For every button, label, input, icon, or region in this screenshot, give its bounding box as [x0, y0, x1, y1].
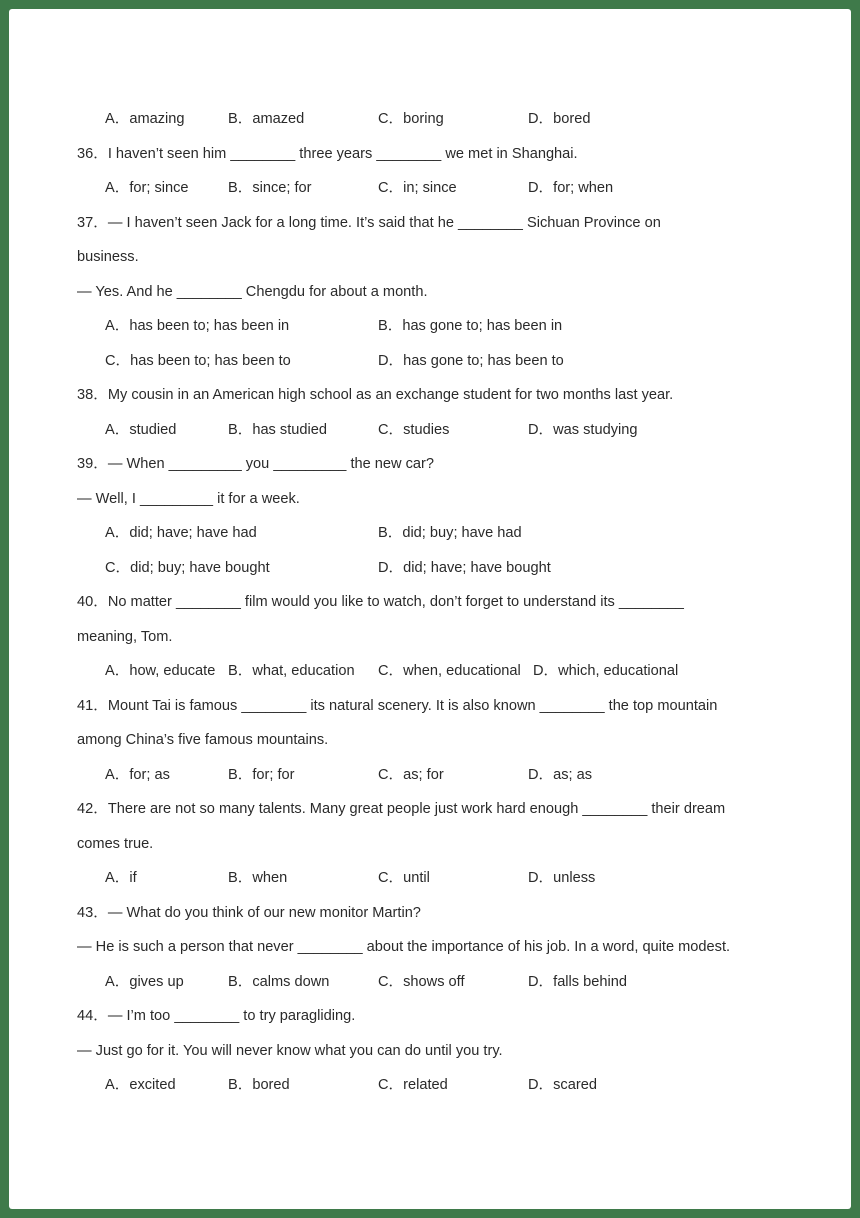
q42-option-a[interactable]: A．if — [105, 870, 137, 886]
q35-option-d[interactable]: D．bored — [528, 111, 591, 127]
q39-stem-line2: — Well, I _________ it for a week. — [77, 491, 300, 507]
q42-options — [105, 867, 825, 889]
q39-option-c[interactable]: C．did; buy; have bought — [105, 560, 270, 576]
q40-option-c[interactable]: C．when, educational — [378, 663, 521, 679]
q41-option-d[interactable]: D．as; as — [528, 767, 593, 783]
q44-option-b[interactable]: B．bored — [228, 1077, 290, 1093]
q35-option-c[interactable]: C．boring — [378, 111, 444, 127]
q36-stem: 36．I haven’t seen him ________ three years ________ we met in Shanghai. — [77, 146, 578, 162]
q37-option-b[interactable]: B．has gone to; has been in — [378, 318, 563, 334]
q42-option-c[interactable]: C．until — [378, 870, 430, 886]
q44-stem-line1: 44．— I’m too ________ to try paragliding. — [77, 1008, 356, 1024]
q36-option-a[interactable]: A．for; since — [105, 180, 189, 196]
q42-option-b[interactable]: B．when — [228, 870, 288, 886]
q38-stem: 38．My cousin in an American high school as an exchange student for two months last year. — [77, 387, 674, 403]
q37-options-row1 — [105, 315, 825, 337]
q43-option-a[interactable]: A．gives up — [105, 974, 184, 990]
q38-option-a[interactable]: A．studied — [105, 422, 177, 438]
q36-option-d[interactable]: D．for; when — [528, 180, 614, 196]
q38-options — [105, 419, 825, 441]
q43-options — [105, 971, 825, 993]
q39-option-b[interactable]: B．did; buy; have had — [378, 525, 522, 541]
q41-stem-line2: among China’s five famous mountains. — [77, 732, 329, 748]
q38-option-c[interactable]: C．studies — [378, 422, 450, 438]
q40-options — [105, 660, 825, 682]
q40-option-a[interactable]: A．how, educate — [105, 663, 216, 679]
q37-option-d[interactable]: D．has gone to; has been to — [378, 353, 564, 369]
q42-option-d[interactable]: D．unless — [528, 870, 596, 886]
q41-option-b[interactable]: B．for; for — [228, 767, 295, 783]
q42-stem-line2: comes true. — [77, 836, 154, 852]
q43-stem-line2: — He is such a person that never ________ about the importance of his job. In a word, quite modest. — [77, 939, 731, 955]
q36-option-b[interactable]: B．since; for — [228, 180, 312, 196]
q37-option-c[interactable]: C．has been to; has been to — [105, 353, 291, 369]
q39-option-d[interactable]: D．did; have; have bought — [378, 560, 551, 576]
q43-option-b[interactable]: B．calms down — [228, 974, 330, 990]
q39-options-row1 — [105, 522, 825, 544]
q43-stem-line1: 43．— What do you think of our new monitor Martin? — [77, 905, 421, 921]
q42-stem-line1: 42．There are not so many talents. Many great people just work hard enough ________ their dream — [77, 801, 726, 817]
q38-option-d[interactable]: D．was studying — [528, 422, 638, 438]
q44-stem-line2: — Just go for it. You will never know what you can do until you try. — [77, 1043, 503, 1059]
q44-options — [105, 1074, 825, 1096]
q36-option-c[interactable]: C．in; since — [378, 180, 457, 196]
q38-option-b[interactable]: B．has studied — [228, 422, 327, 438]
q44-option-a[interactable]: A．excited — [105, 1077, 176, 1093]
exam-page — [9, 9, 851, 1209]
q41-option-a[interactable]: A．for; as — [105, 767, 170, 783]
q40-stem-line2: meaning, Tom. — [77, 629, 173, 645]
q37-stem-line3: — Yes. And he ________ Chengdu for about a month. — [77, 284, 428, 300]
q44-option-c[interactable]: C．related — [378, 1077, 448, 1093]
q44-option-d[interactable]: D．scared — [528, 1077, 597, 1093]
q43-option-d[interactable]: D．falls behind — [528, 974, 627, 990]
q41-option-c[interactable]: C．as; for — [378, 767, 444, 783]
q35-option-b[interactable]: B．amazed — [228, 111, 305, 127]
q36-options — [105, 177, 825, 199]
q39-option-a[interactable]: A．did; have; have had — [105, 525, 257, 541]
q40-option-b[interactable]: B．what, education — [228, 663, 355, 679]
q35-options — [105, 108, 825, 130]
q37-stem-line1: 37．— I haven’t seen Jack for a long time. It’s said that he ________ Sichuan Province on — [77, 215, 661, 231]
q40-option-d[interactable]: D．which, educational — [533, 663, 679, 679]
q39-stem-line1: 39．— When _________ you _________ the new car? — [77, 456, 434, 472]
q41-stem-line1: 41．Mount Tai is famous ________ its natural scenery. It is also known ________ the top mountain — [77, 698, 718, 714]
q40-stem-line1: 40．No matter ________ film would you like to watch, don’t forget to understand its ________ — [77, 594, 684, 610]
q35-option-a[interactable]: A．amazing — [105, 111, 185, 127]
q41-options — [105, 764, 825, 786]
q43-option-c[interactable]: C．shows off — [378, 974, 465, 990]
q37-option-a[interactable]: A．has been to; has been in — [105, 318, 290, 334]
q39-options-row2 — [105, 557, 825, 579]
q37-options-row2 — [105, 350, 825, 372]
q37-stem-line2: business. — [77, 249, 139, 265]
